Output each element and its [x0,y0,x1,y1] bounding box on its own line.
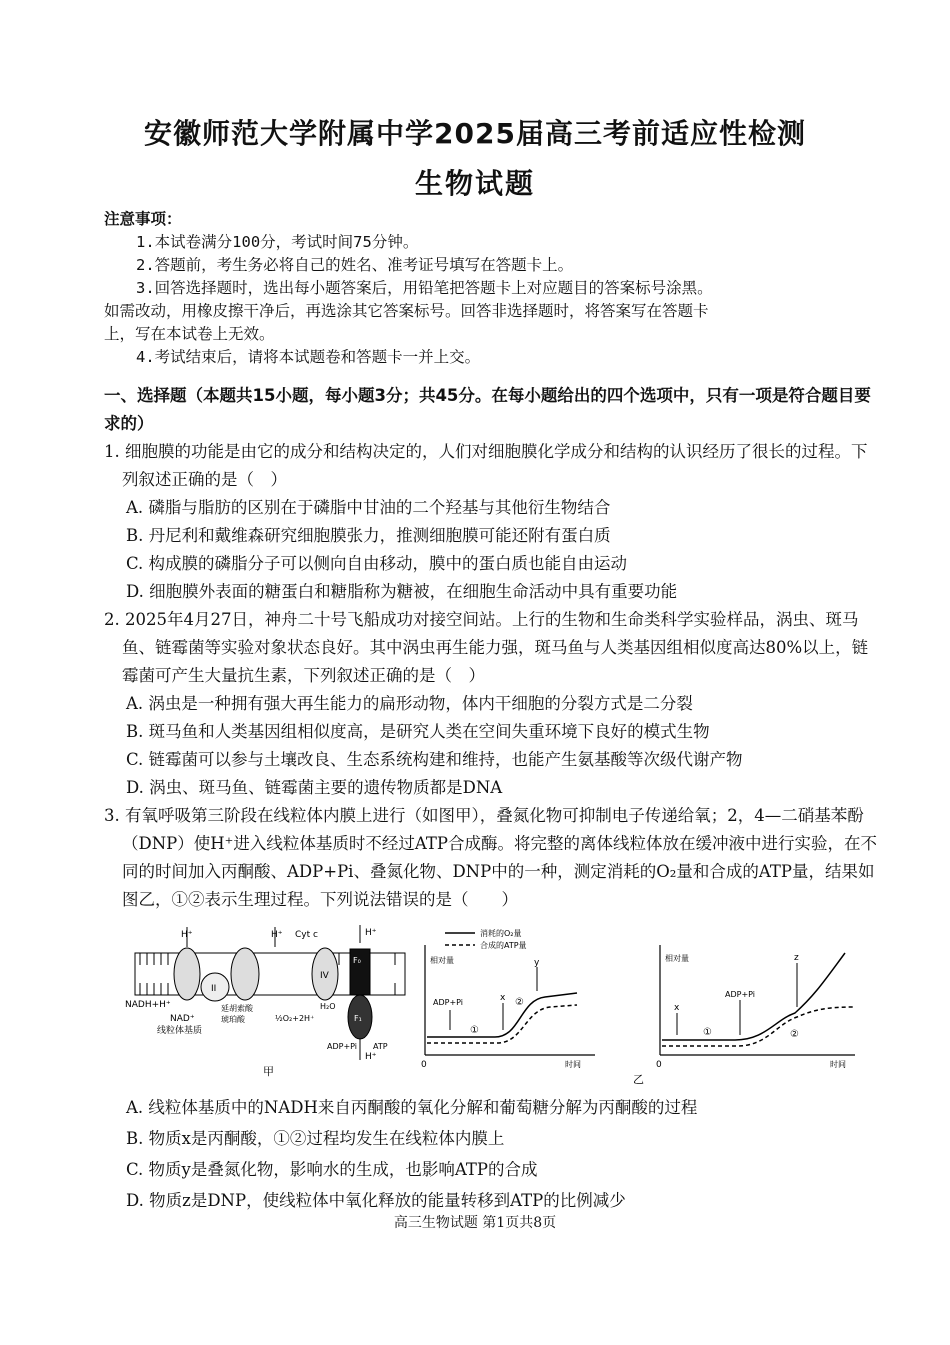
f1-label: F₁ [354,1014,362,1023]
f0-label: F₀ [353,956,361,965]
nad-label: NAD⁺ [170,1014,195,1024]
exam-title: 安徽师范大学附属中学2025届高三考前适应性检测 [144,117,806,150]
z-label-g2: z [794,953,799,963]
time-label-1: 时间 [565,1060,581,1069]
matrix-label: 线粒体基质 [157,1026,203,1036]
atp-label-jia: ATP [373,1042,388,1051]
origin-label-2: 0 [656,1060,662,1070]
complex-iv-label: IV [320,971,329,981]
questions [104,382,878,914]
legend-atp: 合成的ATP量 [480,941,527,950]
q2-option-a: A. 涡虫是一种拥有强大再生能力的扁形动物，体内干细胞的分裂方式是二分裂 [126,694,693,713]
instruction-3: 3.回答选择题时，选出每小题答案后，用铅笔把答题卡上对应题目的答案标号涂黑。 [136,279,713,297]
x-label-g2: x [674,1003,680,1013]
q3-option-a: A. 线粒体基质中的NADH来自丙酮酸的氧化分解和葡萄糖分解为丙酮酸的过程 [126,1098,698,1117]
figure-jia-label: 甲 [263,1065,274,1078]
instruction-3-cont2: 上，写在本试卷上无效。 [104,325,275,343]
q3-option-d: D. 物质z是DNP，使线粒体中氧化释放的能量转移到ATP的比例减少 [126,1191,626,1210]
adp-label-g1: ADP+Pi [433,998,464,1007]
figure-jia [125,925,405,1078]
q1-option-c: C. 构成膜的磷脂分子可以侧向自由移动，膜中的蛋白质也能自由运动 [126,554,628,573]
figure-yi-label: 乙 [633,1073,644,1085]
process-1-g2: ① [703,1027,712,1038]
h-plus-label-3: H⁺ [365,928,377,938]
rel-label-2: 相对量 [665,954,689,963]
exam-subtitle: 生物试题 [414,167,535,200]
q1-option-a: A. 磷脂与脂肪的区别在于磷脂中甘油的二个羟基与其他衍生物结合 [126,498,611,517]
cytc-label: Cyt c [295,930,318,940]
h-plus-label-1: H⁺ [181,930,193,940]
instruction-2: 2.答题前，考生务必将自己的姓名、准考证号填写在答题卡上。 [136,256,574,274]
figure-yi-graph-2 [633,945,855,1085]
q1-option-d: D. 细胞膜外表面的糖蛋白和糖脂称为糖被，在细胞生命活动中具有重要功能 [126,582,678,601]
adp-label-jia: ADP+Pi [327,1042,358,1051]
question-3-stem: 3. 有氧呼吸第三阶段在线粒体内膜上进行（如图甲），叠氮化物可抑制电子传递给氧；2，4—二硝基苯酚（DNP）使H⁺进入线粒体基质时不经过ATP合成酶。将完整的离体线粒体放在缓冲液中进行实验，在不同的时间加入丙酮酸、ADP+Pi、叠氮化物、DNP中的一种，测定消耗的O₂量和合成的ATP量，结果如图乙，①②表示生理过程。下列说法错误的是（ ） [104,806,877,909]
x-label-g1: x [500,993,506,1003]
instruction-3-cont: 如需改动，用橡皮擦干净后，再选涂其它答案标号。回答非选择题时，将答案写在答题卡 [104,302,709,320]
legend-o2: 消耗的O₂量 [480,929,522,938]
succinate-label: 琥珀酸 [221,1015,245,1024]
q1-option-b: B. 丹尼利和戴维森研究细胞膜张力，推测细胞膜可能还附有蛋白质 [126,526,611,545]
rel-label-1: 相对量 [430,956,454,965]
instructions-heading: 注意事项： [104,210,182,228]
question-1-stem: 1. 细胞膜的功能是由它的成分和结构决定的，人们对细胞膜化学成分和结构的认识经历了很长的过程。下列叙述正确的是（ ） [104,442,868,489]
q3-options [104,1092,878,1216]
y-label-g1: y [534,958,540,968]
section-heading: 一、选择题（本题共15小题，每小题3分；共45分。在每小题给出的四个选项中，只有一项是符合题目要求的） [104,386,871,433]
oxygen-label: ½O₂+2H⁺ [275,1014,315,1023]
process-2-g1: ② [515,997,524,1008]
figure-mitochondria [125,925,865,1085]
figure-yi-graph-1 [421,928,595,1070]
instruction-4: 4.考试结束后，请将本试题卷和答题卡一并上交。 [136,348,481,366]
process-1-g1: ① [470,1025,479,1036]
h-plus-label-2: H⁺ [271,930,283,940]
instruction-1: 1.本试卷满分100分，考试时间75分钟。 [136,233,419,251]
page-footer: 高三生物试题 第1页共8页 [393,1215,557,1231]
instructions [104,208,876,369]
q2-option-b: B. 斑马鱼和人类基因组相似度高，是研究人类在空间失重环境下良好的模式生物 [126,722,710,741]
process-2-g2: ② [790,1029,799,1040]
complex-ii-label: II [211,984,217,994]
question-2-stem: 2. 2025年4月27日，神舟二十号飞船成功对接空间站。上行的生物和生命类科学实验样品，涡虫、斑马鱼、链霉菌等实验对象状态良好。其中涡虫再生能力强，斑马鱼与人类基因组相似度高达80%以上，链霉菌可产生大量抗生素，下列叙述正确的是（ ） [104,610,869,685]
time-label-2: 时间 [830,1060,846,1069]
adp-label-g2: ADP+Pi [725,990,756,999]
nadh-label: NADH+H⁺ [125,1000,171,1010]
q2-option-c: C. 链霉菌可以参与土壤改良、生态系统构建和维持，也能产生氨基酸等次级代谢产物 [126,750,743,769]
h-plus-label-4: H⁺ [365,1052,377,1062]
fumarate-label: 延胡索酸 [221,1004,253,1013]
q2-option-d: D. 涡虫、斑马鱼、链霉菌主要的遗传物质都是DNA [126,778,503,797]
origin-label-1: 0 [421,1060,427,1070]
water-label: H₂O [320,1002,336,1011]
q3-option-b: B. 物质x是丙酮酸，①②过程均发生在线粒体内膜上 [126,1129,505,1148]
q3-option-c: C. 物质y是叠氮化物，影响水的生成，也影响ATP的合成 [126,1160,538,1179]
